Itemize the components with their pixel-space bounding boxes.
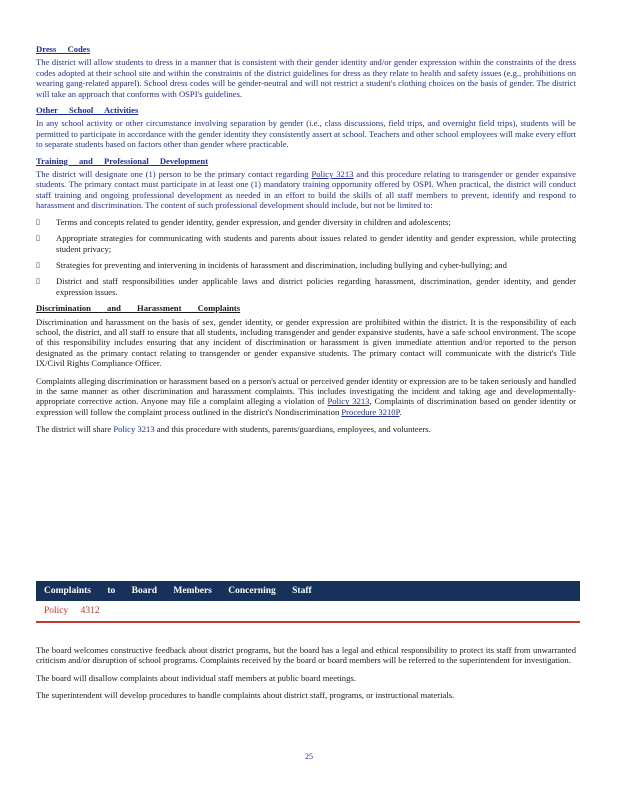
bullet-box-icon: ▯ (36, 234, 40, 243)
upper-content (36, 44, 576, 443)
board-para-2: The board will disallow complaints about individual staff members at public board meetings. (36, 672, 356, 683)
board-content (36, 642, 576, 708)
bullet-text: Appropriate strategies for communicating with students and parents about issues related to gender identity and gender expression, while protecting student privacy; (56, 233, 576, 254)
para3-a: The district will share (36, 424, 114, 435)
dress-codes-body: The district will allow students to dress in a manner that is consistent with their gender identity and/or gender expression within the constraints of the dress codes adopted at their school site and within the constraints of the district guidelines for dress as they relate to health and safety issues (e.g., prohibitions on wearing gang-related apparel). School dress codes will be gender-neutral and will not restrict a student's clothing choices on the basis of gender. The district will take an approach that conforms with OSPI's guidelines. (36, 57, 576, 99)
para2-b: , Complaints of discrimination based on gender identity or expression will follow the complaint process outlined in the district's Nondiscrimination (36, 396, 576, 417)
training-intro (36, 169, 576, 211)
bullet-item (36, 260, 576, 270)
bullet-box-icon: ▯ (36, 217, 40, 226)
bullet-item (36, 276, 576, 297)
training-heading: Training and Professional Development (36, 155, 209, 166)
para3-b: and this procedure with students, parents/guardians, employees, and volunteers. (154, 424, 431, 435)
training-bullets (36, 217, 576, 297)
section-title-bar: Complaints to Board Members Concerning Staff (36, 581, 580, 601)
discrimination-heading: Discrimination and Harassment Complaints (36, 303, 241, 314)
discrimination-para-2 (36, 376, 576, 418)
bullet-item (36, 217, 576, 227)
para2-a: Complaints alleging discrimination or harassment based on a person's actual or perceived gender identity or expression are to be taken seriously and handled in the same manner as other discrimination and harassment complaints. This includes investigating the incident and taking age and developmentally-appropriate corrective action. Anyone may file a complaint alleging a violation of (36, 375, 576, 407)
bullet-text: Terms and concepts related to gender identity, gender expression, and gender diversity in children and adolescents; (56, 216, 451, 227)
procedure-3210p-link[interactable]: Procedure 3210P (341, 406, 400, 417)
board-para-3: The superintendent will develop procedures to handle complaints about district staff, programs, or instructional materials. (36, 690, 455, 701)
dress-codes-heading: Dress Codes (36, 44, 90, 54)
para2-c: . (399, 406, 402, 417)
training-intro-b: and this procedure relating to transgender or gender expansive students. The primary contact must participate in at least one (1) mandatory training opportunity offered by OSPI. When practical, the district will conduct staff training and ongoing professional development as needed in an effort to build the skills of all staff members to prevent, identify and respond to harassment and discrimination. The content of such professional development should include, but not be limited to: (36, 169, 576, 211)
page-number: 25 (305, 752, 313, 761)
bullet-box-icon: ▯ (36, 277, 40, 286)
discrimination-para-3 (36, 424, 576, 434)
other-activities-heading: Other School Activities (36, 105, 139, 116)
board-para-1: The board welcomes constructive feedback about district programs, but the board has a legal and ethical responsibility to protect its staff from unwarranted criticism and/or disruption of school programs. Complaints received by the board or board members will be referred to the superintendent for investigation. (36, 645, 576, 666)
policy-number: Policy 4312 (36, 601, 580, 623)
training-intro-a: The district will designate one (1) person to be the primary contact regarding (36, 169, 312, 180)
bullet-text: District and staff responsibilities under applicable laws and district policies regarding harassment, discrimination, gender identity, and gender expression issues. (56, 276, 576, 297)
bullet-text: Strategies for preventing and intervening in incidents of harassment and discrimination, including bullying and cyber-bullying; and (56, 259, 507, 270)
bullet-item (36, 233, 576, 254)
other-activities-body: In any school activity or other circumstance involving separation by gender (i.e., class discussions, field trips, and overnight field trips), students will be permitted to participate in accordance with the gender identity they consistently assert at school. Teachers and other school employees will make every effort to separate students based on factors other than gender where practicable. (36, 118, 576, 150)
policy-3213-link[interactable]: Policy 3213 (113, 424, 155, 435)
bullet-box-icon: ▯ (36, 260, 40, 269)
policy-3213-link[interactable]: Policy 3213 (311, 169, 354, 180)
discrimination-para-1: Discrimination and harassment on the basis of sex, gender identity, or gender expression are prohibited within the district. It is the responsibility of each school, the district, and all staff to ensure that all students, including transgender and gender expansive students, have a safe school environment. The scope of this responsibility includes ensuring that any incident of discrimination or harassment is given immediate attention and/or reported to the person designated as the primary contact relating to transgender or gender expansive students. The primary contact will communicate with the district's Title IX/Civil Rights Compliance Officer. (36, 316, 576, 369)
policy-3213-link[interactable]: Policy 3213 (327, 396, 370, 407)
